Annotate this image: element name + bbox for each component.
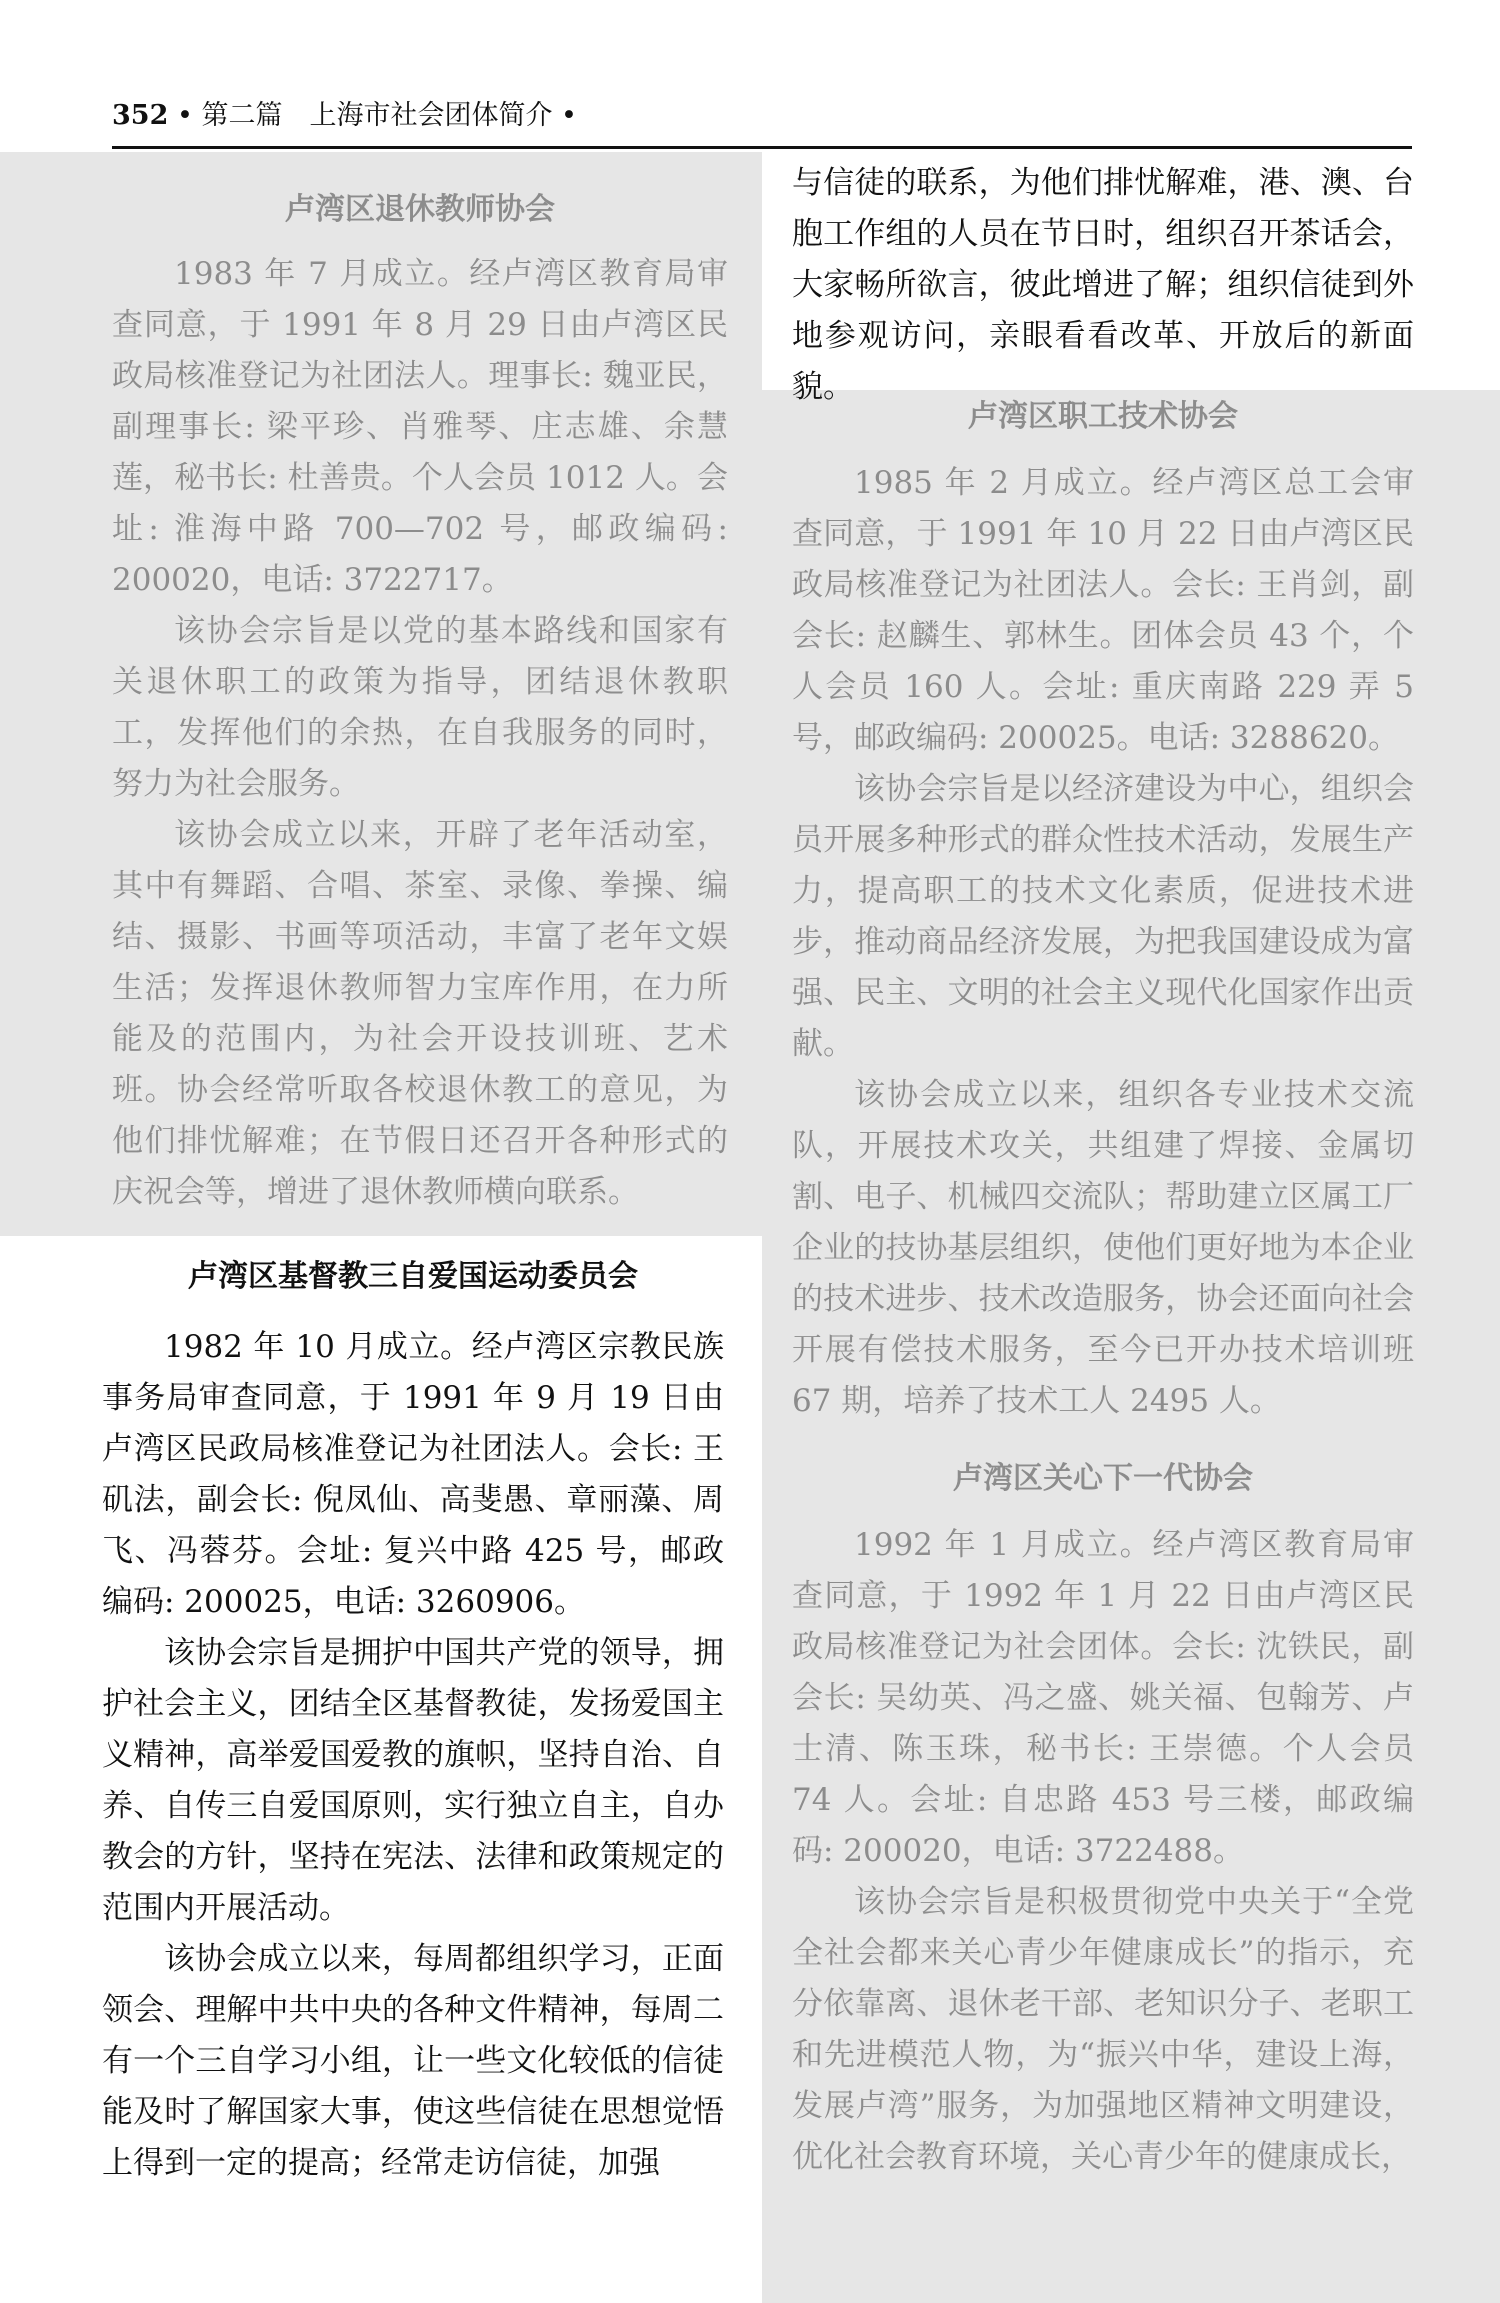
- section-next-generation: [792, 1452, 1414, 2183]
- paragraph: 该协会宗旨是拥护中国共产党的领导，拥护社会主义，团结全区基督教徒，发扬爱国主义精神，高举爱国爱教的旗帜，坚持自治、自养、自传三自爱国原则，实行独立自主，自办教会的方针，坚持在宪法、法律和政策规定的范围内开展活动。: [102, 1635, 724, 1926]
- paragraph: 该协会宗旨是以经济建设为中心，组织会员开展多种形式的群众性技术活动，发展生产力，提高职工的技术文化素质，促进技术进步，推动商品经济发展，为把我国建设成为富强、民主、文明的社会主义现代化国家作出贡献。: [792, 771, 1414, 1062]
- section-christian-committee-continued: [792, 158, 1414, 413]
- paragraph: 1985 年 2 月成立。经卢湾区总工会审查同意，于 1991 年 10 月 22 日由卢湾区民政局核准登记为社团法人。会长: 王肖剑，副会长: 赵麟生、郭林生。团体会员 43 个，个人会员 160 人。会址: 重庆南路 229 弄 5 号，邮政编码: 200025。电话: 3288620。: [792, 465, 1414, 756]
- section-retired-teachers: [112, 183, 728, 1218]
- running-title: • 第二篇 上海市社会团体简介 •: [176, 100, 577, 131]
- paragraph: 该协会成立以来，开辟了老年活动室，其中有舞蹈、合唱、茶室、录像、拳操、编结、摄影、书画等项活动，丰富了老年文娱生活；发挥退休教师智力宝库作用，在力所能及的范围内，为社会开设技训班、艺术班。协会经常听取各校退休教工的意见，为他们排忧解难；在节假日还召开各种形式的庆祝会等，增进了退休教师横向联系。: [112, 817, 728, 1210]
- paragraph: 与信徒的联系，为他们排忧解难，港、澳、台胞工作组的人员在节日时，组织召开茶话会，大家畅所欲言，彼此增进了解；组织信徒到外地参观访问，亲眼看看改革、开放后的新面貌。: [792, 165, 1414, 405]
- section-title: 卢湾区退休教师协会: [285, 192, 555, 227]
- paragraph: 该协会宗旨是积极贯彻党中央关于“全党全社会都来关心青少年健康成长”的指示，充分依靠离、退休老干部、老知识分子、老职工和先进模范人物，为“振兴中华，建设上海，发展卢湾”服务，为加强地区精神文明建设，优化社会教育环境，关心青少年的健康成长，: [792, 1884, 1414, 2175]
- section-title: 卢湾区关心下一代协会: [953, 1461, 1253, 1496]
- header-rule: [112, 146, 1412, 149]
- paragraph: 该协会成立以来，组织各专业技术交流队，开展技术攻关，共组建了焊接、金属切割、电子、机械四交流队；帮助建立区属工厂企业的技协基层组织，使他们更好地为本企业的技术进步、技术改造服务，协会还面向社会开展有偿技术服务，至今已开办技术培训班 67 期，培养了技术工人 2495 人。: [792, 1077, 1414, 1419]
- paragraph: 该协会宗旨是以党的基本路线和国家有关退休职工的政策为指导，团结退休教职工，发挥他们的余热，在自我服务的同时，努力为社会服务。: [112, 613, 728, 802]
- paragraph: 1983 年 7 月成立。经卢湾区教育局审查同意，于 1991 年 8 月 29 日由卢湾区民政局核准登记为社团法人。理事长: 魏亚民，副理事长: 梁平珍、肖雅琴、庄志雄、余慧莲，秘书长: 杜善贵。个人会员 1012 人。会址: 淮海中路 700—702 号，邮政编码: 200020，电话: 3722717。: [112, 256, 728, 598]
- page-number: 352: [112, 100, 169, 131]
- paragraph: 该协会成立以来，每周都组织学习，正面领会、理解中共中央的各种文件精神，每周二有一个三自学习小组，让一些文化较低的信徒能及时了解国家大事，使这些信徒在思想觉悟上得到一定的提高；经常走访信徒，加强: [102, 1941, 724, 2181]
- paragraph: 1982 年 10 月成立。经卢湾区宗教民族事务局审查同意，于 1991 年 9 月 19 日由卢湾区民政局核准登记为社团法人。会长: 王矶法，副会长: 倪凤仙、高斐愚、章丽藻、周飞、冯蓉芬。会址: 复兴中路 425 号，邮政编码: 200025，电话: 3260906。: [102, 1329, 724, 1620]
- paragraph: 1992 年 1 月成立。经卢湾区教育局审查同意，于 1992 年 1 月 22 日由卢湾区民政局核准登记为社会团体。会长: 沈铁民，副会长: 吴幼英、冯之盛、姚关福、包翰芳、卢士清、陈玉珠，秘书长: 王崇德。个人会员 74 人。会址: 自忠路 453 号三楼，邮政编码: 200020，电话: 3722488。: [792, 1527, 1414, 1869]
- page-header: [112, 96, 1412, 136]
- section-worker-tech: [792, 390, 1414, 1427]
- section-christian-committee: [102, 1250, 724, 2189]
- section-title: 卢湾区基督教三自爱国运动委员会: [188, 1259, 638, 1294]
- section-title: 卢湾区职工技术协会: [968, 399, 1238, 434]
